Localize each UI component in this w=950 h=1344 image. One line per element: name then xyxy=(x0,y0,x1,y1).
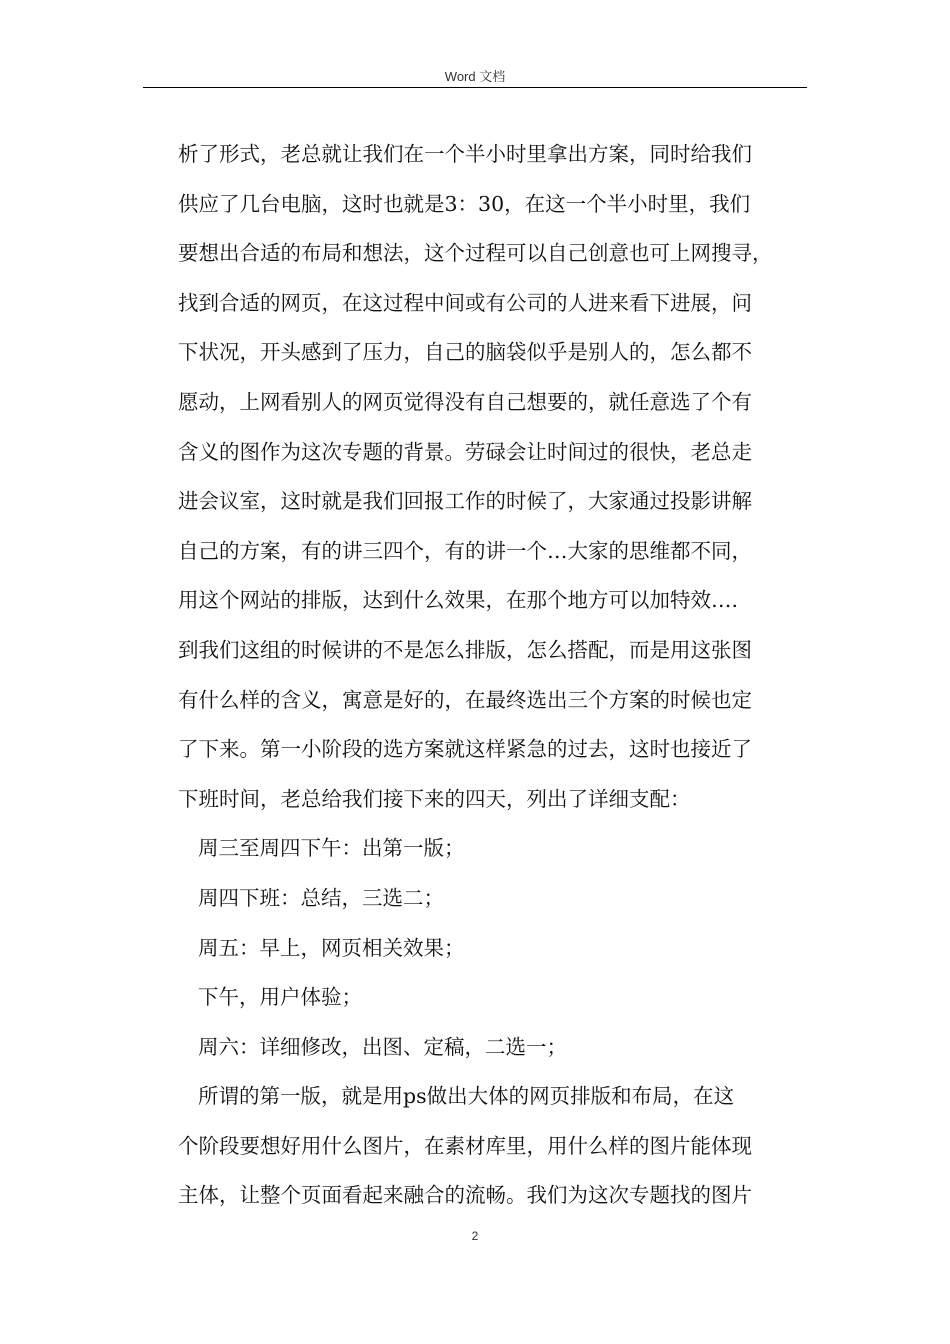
body-line: 含义的图作为这次专题的背景。劳碌会让时间过的很快，老总走 xyxy=(178,439,752,464)
body-line: 进会议室，这时就是我们回报工作的时候了，大家通过投影讲解 xyxy=(178,489,752,514)
body-line: 所谓的第一版，就是用ps做出大体的网页排版和布局，在这 xyxy=(198,1084,735,1109)
body-line: 供应了几台电脑，这时也就是3：30，在这一个半小时里，我们 xyxy=(178,191,751,216)
body-line: 下状况，开头感到了压力，自己的脑袋似乎是别人的，怎么都不 xyxy=(178,340,752,365)
body-line: 找到合适的网页，在这过程中间或有公司的人进来看下进展，问 xyxy=(178,290,752,315)
page-number: 2 xyxy=(471,1229,479,1243)
page-header: Word 文档 xyxy=(444,69,506,84)
schedule-item: 周五：早上，网页相关效果； xyxy=(198,935,465,960)
body-line: 用这个网站的排版，达到什么效果，在那个地方可以加特效…. xyxy=(178,588,739,613)
body-line: 到我们这组的时候讲的不是怎么排版，怎么搭配，而是用这张图 xyxy=(178,637,752,662)
document-body xyxy=(178,130,818,1221)
schedule-item: 下午，用户体验； xyxy=(198,985,362,1010)
body-line: 下班时间，老总给我们接下来的四天，列出了详细支配： xyxy=(178,786,691,811)
schedule-item: 周六：详细修改，出图、定稿，二选一； xyxy=(198,1034,567,1059)
header-rule xyxy=(143,87,807,88)
schedule-item: 周三至周四下午：出第一版； xyxy=(198,836,465,861)
body-line: 有什么样的含义，寓意是好的，在最终选出三个方案的时候也定 xyxy=(178,687,752,712)
body-line: 了下来。第一小阶段的选方案就这样紧急的过去，这时也接近了 xyxy=(178,737,752,762)
body-line: 愿动，上网看别人的网页觉得没有自己想要的，就任意选了个有 xyxy=(178,389,752,414)
body-line: 个阶段要想好用什么图片，在素材库里，用什么样的图片能体现 xyxy=(178,1133,752,1158)
body-line: 析了形式，老总就让我们在一个半小时里拿出方案，同时给我们 xyxy=(178,142,752,166)
body-line: 自己的方案，有的讲三四个，有的讲一个…大家的思维都不同， xyxy=(178,538,752,563)
schedule-item: 周四下班：总结，三选二； xyxy=(198,885,444,910)
body-line: 要想出合适的布局和想法，这个过程可以自己创意也可上网搜寻， xyxy=(178,241,773,266)
body-line: 主体，让整个页面看起来融合的流畅。我们为这次专题找的图片 xyxy=(178,1183,752,1208)
